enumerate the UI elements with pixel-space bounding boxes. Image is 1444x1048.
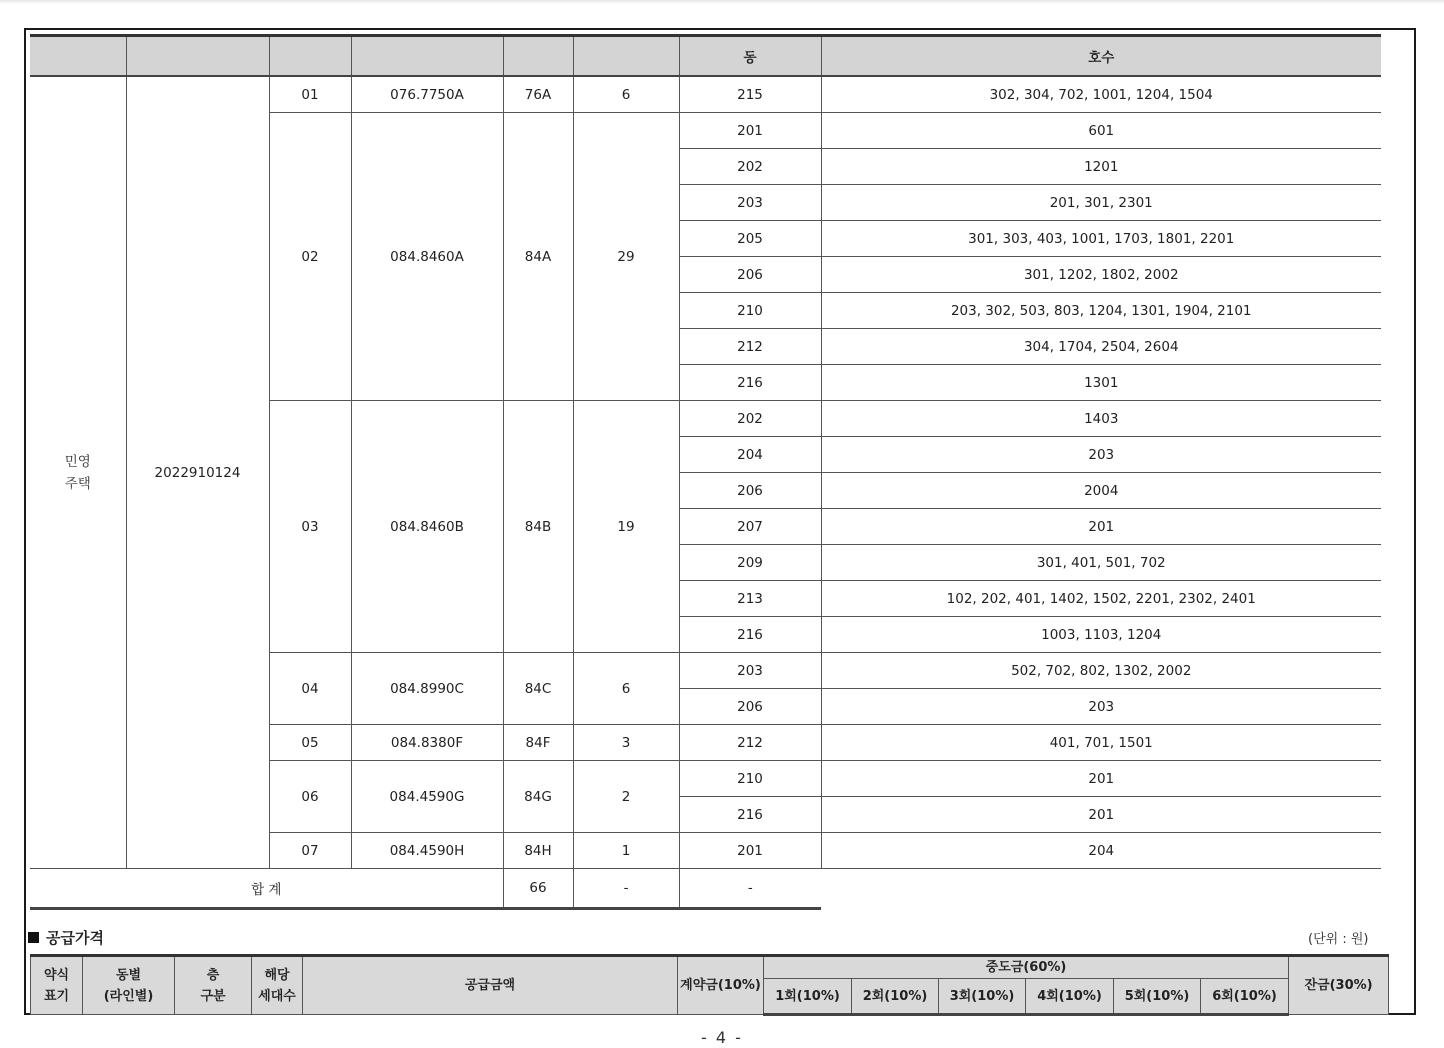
ho-cell: 203, 302, 503, 803, 1204, 1301, 1904, 2101 xyxy=(821,293,1381,329)
dong-cell: 209 xyxy=(679,545,821,581)
dong-cell: 201 xyxy=(679,113,821,149)
header-installment-2: 2회(10%) xyxy=(852,979,939,1015)
unit-count-cell: 29 xyxy=(573,113,679,401)
dong-cell: 202 xyxy=(679,401,821,437)
ho-cell: 204 xyxy=(821,833,1381,869)
ho-cell: 201 xyxy=(821,797,1381,833)
unit-note: (단위 : 원) xyxy=(1308,932,1369,947)
dong-cell: 216 xyxy=(679,797,821,833)
type-number-cell: 05 xyxy=(269,725,351,761)
model-cell: 084.8990C xyxy=(351,653,503,725)
header-blank-2 xyxy=(126,36,269,77)
ho-cell: 1003, 1103, 1204 xyxy=(821,617,1381,653)
short-type-cell: 76A xyxy=(503,76,573,113)
short-type-cell: 84C xyxy=(503,653,573,725)
page-number: - 4 - xyxy=(701,1028,743,1047)
dong-cell: 205 xyxy=(679,221,821,257)
header-deposit: 계약금(10%) xyxy=(678,956,764,1015)
notice-number-cell: 2022910124 xyxy=(126,76,269,869)
total-dong: - xyxy=(573,869,679,909)
dong-cell: 215 xyxy=(679,76,821,113)
total-ho: - xyxy=(679,869,821,909)
short-type-cell: 84F xyxy=(503,725,573,761)
model-cell: 084.8460B xyxy=(351,401,503,653)
total-row xyxy=(30,869,1381,909)
header-middle: 중도금(60%) xyxy=(764,956,1289,979)
short-type-cell: 84B xyxy=(503,401,573,653)
unit-allocation-table xyxy=(30,34,1381,910)
header-installment-5: 5회(10%) xyxy=(1114,979,1201,1015)
price-header-table xyxy=(30,954,1389,1016)
ho-cell: 201 xyxy=(821,761,1381,797)
type-number-cell: 03 xyxy=(269,401,351,653)
dong-cell: 212 xyxy=(679,329,821,365)
ho-cell: 301, 303, 403, 1001, 1703, 1801, 2201 xyxy=(821,221,1381,257)
ho-cell: 1201 xyxy=(821,149,1381,185)
unit-count-cell: 6 xyxy=(573,76,679,113)
dong-cell: 203 xyxy=(679,185,821,221)
header-line xyxy=(83,956,175,1015)
type-number-cell: 01 xyxy=(269,76,351,113)
ho-cell: 401, 701, 1501 xyxy=(821,725,1381,761)
unit-count-cell: 1 xyxy=(573,833,679,869)
header-floor xyxy=(175,956,252,1015)
ho-cell: 102, 202, 401, 1402, 1502, 2201, 2302, 2401 xyxy=(821,581,1381,617)
type-number-cell: 02 xyxy=(269,113,351,401)
dong-cell: 206 xyxy=(679,257,821,293)
header-hosu: 호수 xyxy=(821,36,1381,77)
model-cell: 076.7750A xyxy=(351,76,503,113)
header-installment-4: 4회(10%) xyxy=(1026,979,1114,1015)
header-installment-1: 1회(10%) xyxy=(764,979,852,1015)
ho-cell: 203 xyxy=(821,689,1381,725)
table-row xyxy=(30,76,1381,113)
header-amount: 공급금액 xyxy=(303,956,678,1015)
ho-cell: 301, 1202, 1802, 2002 xyxy=(821,257,1381,293)
model-cell: 084.8460A xyxy=(351,113,503,401)
short-type-cell: 84G xyxy=(503,761,573,833)
dong-cell: 210 xyxy=(679,293,821,329)
ho-cell: 601 xyxy=(821,113,1381,149)
total-label: 합 계 xyxy=(30,869,503,909)
table-body xyxy=(30,76,1381,869)
header-abbr-text: 약식 표기 xyxy=(43,967,70,1004)
unit-count-cell: 3 xyxy=(573,725,679,761)
ho-cell: 302, 304, 702, 1001, 1204, 1504 xyxy=(821,76,1381,113)
ho-cell: 2004 xyxy=(821,473,1381,509)
unit-count-cell: 2 xyxy=(573,761,679,833)
dong-cell: 216 xyxy=(679,365,821,401)
model-cell: 084.8380F xyxy=(351,725,503,761)
short-type-cell: 84H xyxy=(503,833,573,869)
price-header-row-1 xyxy=(31,956,1389,979)
ho-cell: 1301 xyxy=(821,365,1381,401)
price-section-title xyxy=(28,927,104,948)
header-households-text: 해당 세대수 xyxy=(258,967,296,1004)
unit-count-cell: 19 xyxy=(573,401,679,653)
header-installment-6: 6회(10%) xyxy=(1201,979,1289,1015)
ho-cell: 203 xyxy=(821,437,1381,473)
price-title-text: 공급가격 xyxy=(46,929,104,947)
ho-cell: 201, 301, 2301 xyxy=(821,185,1381,221)
square-bullet-icon xyxy=(28,932,39,943)
ho-cell: 1403 xyxy=(821,401,1381,437)
ho-cell: 301, 401, 501, 702 xyxy=(821,545,1381,581)
dong-cell: 216 xyxy=(679,617,821,653)
ho-cell: 304, 1704, 2504, 2604 xyxy=(821,329,1381,365)
header-floor-text: 층 구분 xyxy=(200,967,226,1004)
dong-cell: 207 xyxy=(679,509,821,545)
dong-cell: 201 xyxy=(679,833,821,869)
header-line-text: 동별 (라인별) xyxy=(103,967,154,1004)
dong-cell: 213 xyxy=(679,581,821,617)
ho-cell: 502, 702, 802, 1302, 2002 xyxy=(821,653,1381,689)
type-number-cell: 06 xyxy=(269,761,351,833)
dong-cell: 202 xyxy=(679,149,821,185)
type-number-cell: 07 xyxy=(269,833,351,869)
type-number-cell: 04 xyxy=(269,653,351,725)
header-blank-5 xyxy=(503,36,573,77)
header-blank-1 xyxy=(30,36,126,77)
total-count: 66 xyxy=(503,869,573,909)
category-cell: 민영 주택 xyxy=(30,76,126,869)
header-households xyxy=(252,956,303,1015)
unit-count-cell: 6 xyxy=(573,653,679,725)
dong-cell: 210 xyxy=(679,761,821,797)
dong-cell: 206 xyxy=(679,689,821,725)
header-blank-6 xyxy=(573,36,679,77)
dong-cell: 204 xyxy=(679,437,821,473)
dong-cell: 206 xyxy=(679,473,821,509)
short-type-cell: 84A xyxy=(503,113,573,401)
model-cell: 084.4590G xyxy=(351,761,503,833)
header-blank-4 xyxy=(351,36,503,77)
header-dong: 동 xyxy=(679,36,821,77)
header-balance: 잔금(30%) xyxy=(1289,956,1389,1015)
ho-cell: 201 xyxy=(821,509,1381,545)
table-header-row xyxy=(30,36,1381,77)
top-shadow xyxy=(0,0,1444,4)
dong-cell: 212 xyxy=(679,725,821,761)
header-installment-3: 3회(10%) xyxy=(939,979,1026,1015)
dong-cell: 203 xyxy=(679,653,821,689)
header-blank-3 xyxy=(269,36,351,77)
header-abbr xyxy=(31,956,83,1015)
model-cell: 084.4590H xyxy=(351,833,503,869)
